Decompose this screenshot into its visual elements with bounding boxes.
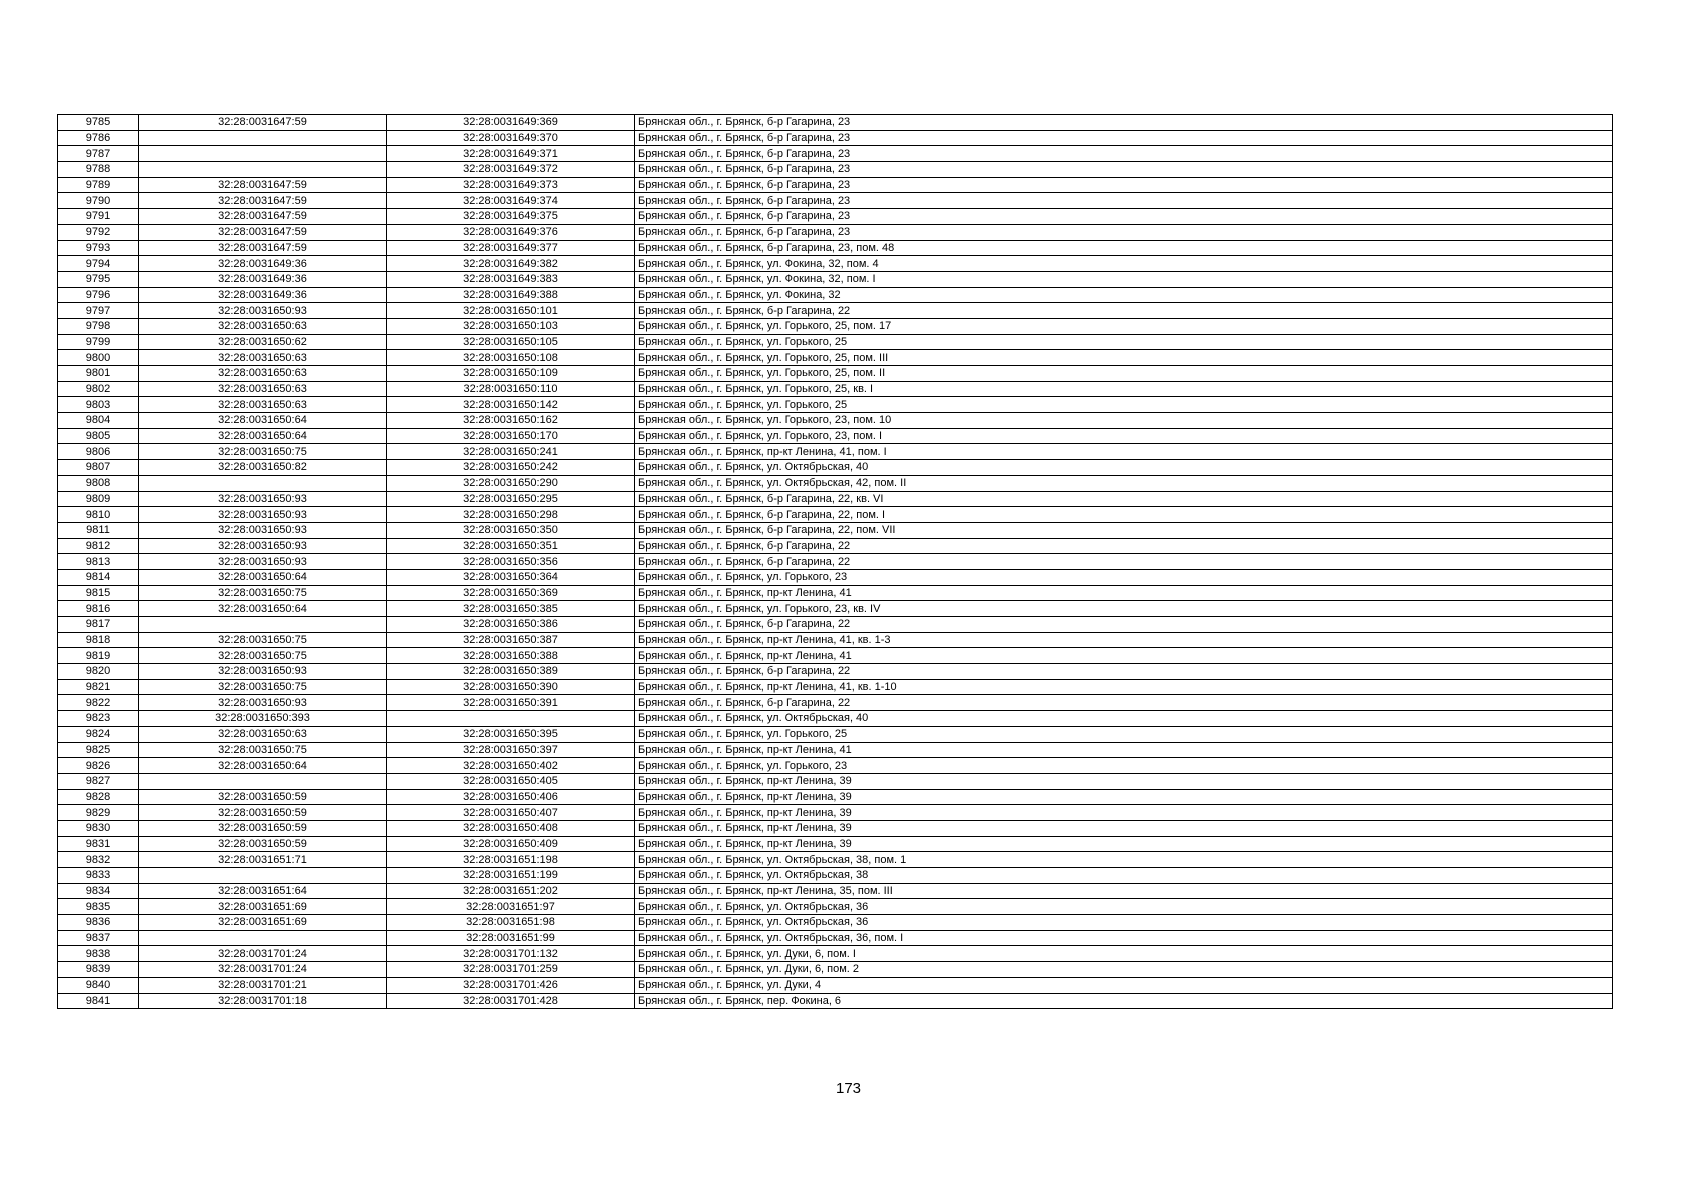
cadastral-number-cell: 32:28:0031649:382 [387, 256, 635, 272]
parent-cadastral-number-cell: 32:28:0031650:93 [139, 507, 387, 523]
table-row [58, 899, 1613, 915]
row-number-cell: 9839 [58, 962, 139, 978]
row-number-cell: 9794 [58, 256, 139, 272]
table-row [58, 303, 1613, 319]
address-cell: Брянская обл., г. Брянск, пр-кт Ленина, 41, кв. 1-3 [635, 632, 1613, 648]
row-number-cell: 9798 [58, 318, 139, 334]
table-row [58, 397, 1613, 413]
address-cell: Брянская обл., г. Брянск, б-р Гагарина, 23 [635, 115, 1613, 131]
parent-cadastral-number-cell: 32:28:0031650:393 [139, 711, 387, 727]
row-number-cell: 9819 [58, 648, 139, 664]
cadastral-number-cell: 32:28:0031701:426 [387, 977, 635, 993]
parent-cadastral-number-cell [139, 930, 387, 946]
cadastral-number-cell: 32:28:0031650:105 [387, 334, 635, 350]
cadastral-number-cell: 32:28:0031650:408 [387, 820, 635, 836]
row-number-cell: 9810 [58, 507, 139, 523]
table-row [58, 554, 1613, 570]
parent-cadastral-number-cell: 32:28:0031650:75 [139, 632, 387, 648]
cadastral-number-cell: 32:28:0031650:407 [387, 805, 635, 821]
table-row [58, 146, 1613, 162]
address-cell: Брянская обл., г. Брянск, ул. Горького, 25, пом. II [635, 366, 1613, 382]
cadastral-number-cell: 32:28:0031650:241 [387, 444, 635, 460]
parent-cadastral-number-cell: 32:28:0031650:75 [139, 742, 387, 758]
parent-cadastral-number-cell: 32:28:0031650:75 [139, 679, 387, 695]
cadastral-number-cell: 32:28:0031651:97 [387, 899, 635, 915]
row-number-cell: 9832 [58, 852, 139, 868]
table-row [58, 664, 1613, 680]
table-row [58, 475, 1613, 491]
table-row [58, 789, 1613, 805]
parent-cadastral-number-cell: 32:28:0031650:59 [139, 805, 387, 821]
address-cell: Брянская обл., г. Брянск, ул. Дуки, 6, пом. 2 [635, 962, 1613, 978]
row-number-cell: 9822 [58, 695, 139, 711]
table-row [58, 930, 1613, 946]
row-number-cell: 9800 [58, 350, 139, 366]
cadastral-number-cell: 32:28:0031651:199 [387, 868, 635, 884]
row-number-cell: 9841 [58, 993, 139, 1009]
row-number-cell: 9826 [58, 758, 139, 774]
parent-cadastral-number-cell [139, 162, 387, 178]
address-cell: Брянская обл., г. Брянск, б-р Гагарина, 23 [635, 177, 1613, 193]
row-number-cell: 9805 [58, 428, 139, 444]
address-cell: Брянская обл., г. Брянск, пр-кт Ленина, 41 [635, 742, 1613, 758]
parent-cadastral-number-cell: 32:28:0031650:93 [139, 664, 387, 680]
row-number-cell: 9793 [58, 240, 139, 256]
address-cell: Брянская обл., г. Брянск, ул. Октябрьская, 38 [635, 868, 1613, 884]
cadastral-number-cell: 32:28:0031650:388 [387, 648, 635, 664]
parent-cadastral-number-cell: 32:28:0031650:63 [139, 381, 387, 397]
address-cell: Брянская обл., г. Брянск, ул. Горького, 23, пом. 10 [635, 413, 1613, 429]
cadastral-number-cell: 32:28:0031650:387 [387, 632, 635, 648]
row-number-cell: 9828 [58, 789, 139, 805]
cadastral-number-cell: 32:28:0031650:350 [387, 522, 635, 538]
parent-cadastral-number-cell: 32:28:0031650:62 [139, 334, 387, 350]
parent-cadastral-number-cell [139, 617, 387, 633]
address-cell: Брянская обл., г. Брянск, б-р Гагарина, 22 [635, 538, 1613, 554]
table-row [58, 460, 1613, 476]
address-cell: Брянская обл., г. Брянск, б-р Гагарина, 23 [635, 224, 1613, 240]
row-number-cell: 9799 [58, 334, 139, 350]
row-number-cell: 9816 [58, 601, 139, 617]
address-cell: Брянская обл., г. Брянск, б-р Гагарина, 22 [635, 303, 1613, 319]
cadastral-number-cell: 32:28:0031650:406 [387, 789, 635, 805]
table-row [58, 287, 1613, 303]
parent-cadastral-number-cell: 32:28:0031649:36 [139, 287, 387, 303]
cadastral-number-cell: 32:28:0031650:242 [387, 460, 635, 476]
address-cell: Брянская обл., г. Брянск, пр-кт Ленина, 39 [635, 805, 1613, 821]
parent-cadastral-number-cell: 32:28:0031701:21 [139, 977, 387, 993]
cadastral-number-cell: 32:28:0031651:202 [387, 883, 635, 899]
address-cell: Брянская обл., г. Брянск, ул. Горького, 25, кв. I [635, 381, 1613, 397]
table-row [58, 209, 1613, 225]
address-cell: Брянская обл., г. Брянск, пер. Фокина, 6 [635, 993, 1613, 1009]
row-number-cell: 9789 [58, 177, 139, 193]
row-number-cell: 9804 [58, 413, 139, 429]
address-cell: Брянская обл., г. Брянск, пр-кт Ленина, 41, кв. 1-10 [635, 679, 1613, 695]
row-number-cell: 9815 [58, 585, 139, 601]
cadastral-number-cell: 32:28:0031650:351 [387, 538, 635, 554]
address-cell: Брянская обл., г. Брянск, ул. Горького, 25 [635, 726, 1613, 742]
cadastral-number-cell: 32:28:0031649:370 [387, 130, 635, 146]
row-number-cell: 9809 [58, 491, 139, 507]
parent-cadastral-number-cell: 32:28:0031647:59 [139, 115, 387, 131]
table-row [58, 569, 1613, 585]
row-number-cell: 9814 [58, 569, 139, 585]
address-cell: Брянская обл., г. Брянск, б-р Гагарина, 23 [635, 146, 1613, 162]
address-cell: Брянская обл., г. Брянск, ул. Горького, 25, пом. 17 [635, 318, 1613, 334]
address-cell: Брянская обл., г. Брянск, ул. Дуки, 4 [635, 977, 1613, 993]
parent-cadastral-number-cell: 32:28:0031647:59 [139, 224, 387, 240]
cadastral-number-cell: 32:28:0031651:99 [387, 930, 635, 946]
row-number-cell: 9813 [58, 554, 139, 570]
address-cell: Брянская обл., г. Брянск, б-р Гагарина, 22, пом. VII [635, 522, 1613, 538]
address-cell: Брянская обл., г. Брянск, ул. Фокина, 32 [635, 287, 1613, 303]
table-row [58, 648, 1613, 664]
row-number-cell: 9835 [58, 899, 139, 915]
address-cell: Брянская обл., г. Брянск, пр-кт Ленина, 35, пом. III [635, 883, 1613, 899]
address-cell: Брянская обл., г. Брянск, пр-кт Ленина, 41 [635, 585, 1613, 601]
cadastral-number-cell: 32:28:0031649:371 [387, 146, 635, 162]
address-cell: Брянская обл., г. Брянск, б-р Гагарина, 23 [635, 209, 1613, 225]
table-row [58, 130, 1613, 146]
parent-cadastral-number-cell: 32:28:0031650:64 [139, 601, 387, 617]
parent-cadastral-number-cell: 32:28:0031650:59 [139, 789, 387, 805]
parent-cadastral-number-cell: 32:28:0031651:64 [139, 883, 387, 899]
table-row [58, 115, 1613, 131]
address-cell: Брянская обл., г. Брянск, ул. Октябрьская, 40 [635, 460, 1613, 476]
row-number-cell: 9792 [58, 224, 139, 240]
address-cell: Брянская обл., г. Брянск, ул. Фокина, 32, пом. I [635, 271, 1613, 287]
address-cell: Брянская обл., г. Брянск, ул. Дуки, 6, пом. I [635, 946, 1613, 962]
address-cell: Брянская обл., г. Брянск, ул. Горького, 23, пом. I [635, 428, 1613, 444]
row-number-cell: 9796 [58, 287, 139, 303]
address-cell: Брянская обл., г. Брянск, ул. Октябрьская, 42, пом. II [635, 475, 1613, 491]
parent-cadastral-number-cell: 32:28:0031650:75 [139, 585, 387, 601]
cadastral-number-cell: 32:28:0031649:375 [387, 209, 635, 225]
cadastral-number-cell: 32:28:0031650:364 [387, 569, 635, 585]
row-number-cell: 9791 [58, 209, 139, 225]
row-number-cell: 9817 [58, 617, 139, 633]
table-row [58, 193, 1613, 209]
table-row [58, 162, 1613, 178]
registry-table-body [58, 115, 1613, 1009]
address-cell: Брянская обл., г. Брянск, б-р Гагарина, 22, кв. VI [635, 491, 1613, 507]
table-row [58, 334, 1613, 350]
cadastral-number-cell: 32:28:0031649:373 [387, 177, 635, 193]
cadastral-number-cell [387, 711, 635, 727]
table-row [58, 805, 1613, 821]
address-cell: Брянская обл., г. Брянск, б-р Гагарина, 22 [635, 664, 1613, 680]
row-number-cell: 9797 [58, 303, 139, 319]
address-cell: Брянская обл., г. Брянск, б-р Гагарина, 23 [635, 193, 1613, 209]
table-row [58, 538, 1613, 554]
row-number-cell: 9807 [58, 460, 139, 476]
cadastral-number-cell: 32:28:0031650:298 [387, 507, 635, 523]
table-row [58, 507, 1613, 523]
parent-cadastral-number-cell: 32:28:0031650:63 [139, 397, 387, 413]
row-number-cell: 9836 [58, 915, 139, 931]
table-row [58, 742, 1613, 758]
row-number-cell: 9795 [58, 271, 139, 287]
address-cell: Брянская обл., г. Брянск, пр-кт Ленина, 41, пом. I [635, 444, 1613, 460]
address-cell: Брянская обл., г. Брянск, ул. Октябрьская, 36 [635, 899, 1613, 915]
cadastral-number-cell: 32:28:0031649:369 [387, 115, 635, 131]
cadastral-number-cell: 32:28:0031650:390 [387, 679, 635, 695]
cadastral-number-cell: 32:28:0031649:372 [387, 162, 635, 178]
table-row [58, 366, 1613, 382]
address-cell: Брянская обл., г. Брянск, б-р Гагарина, 23 [635, 130, 1613, 146]
row-number-cell: 9824 [58, 726, 139, 742]
address-cell: Брянская обл., г. Брянск, ул. Горького, 23 [635, 569, 1613, 585]
parent-cadastral-number-cell: 32:28:0031650:93 [139, 303, 387, 319]
row-number-cell: 9790 [58, 193, 139, 209]
address-cell: Брянская обл., г. Брянск, ул. Октябрьская, 36 [635, 915, 1613, 931]
address-cell: Брянская обл., г. Брянск, б-р Гагарина, 22 [635, 695, 1613, 711]
parent-cadastral-number-cell: 32:28:0031650:63 [139, 350, 387, 366]
cadastral-number-cell: 32:28:0031650:395 [387, 726, 635, 742]
table-row [58, 256, 1613, 272]
table-row [58, 758, 1613, 774]
table-row [58, 711, 1613, 727]
address-cell: Брянская обл., г. Брянск, б-р Гагарина, 23, пом. 48 [635, 240, 1613, 256]
parent-cadastral-number-cell: 32:28:0031650:63 [139, 366, 387, 382]
row-number-cell: 9818 [58, 632, 139, 648]
address-cell: Брянская обл., г. Брянск, ул. Горького, 25 [635, 397, 1613, 413]
parent-cadastral-number-cell: 32:28:0031650:93 [139, 522, 387, 538]
address-cell: Брянская обл., г. Брянск, пр-кт Ленина, 39 [635, 789, 1613, 805]
cadastral-number-cell: 32:28:0031650:409 [387, 836, 635, 852]
row-number-cell: 9827 [58, 773, 139, 789]
row-number-cell: 9833 [58, 868, 139, 884]
row-number-cell: 9821 [58, 679, 139, 695]
table-row [58, 977, 1613, 993]
cadastral-number-cell: 32:28:0031650:162 [387, 413, 635, 429]
cadastral-number-cell: 32:28:0031650:402 [387, 758, 635, 774]
table-row [58, 820, 1613, 836]
table-row [58, 632, 1613, 648]
cadastral-number-cell: 32:28:0031650:290 [387, 475, 635, 491]
parent-cadastral-number-cell: 32:28:0031650:64 [139, 569, 387, 585]
table-row [58, 946, 1613, 962]
cadastral-number-cell: 32:28:0031701:428 [387, 993, 635, 1009]
cadastral-number-cell: 32:28:0031650:110 [387, 381, 635, 397]
table-row [58, 271, 1613, 287]
address-cell: Брянская обл., г. Брянск, б-р Гагарина, 22, пом. I [635, 507, 1613, 523]
row-number-cell: 9820 [58, 664, 139, 680]
parent-cadastral-number-cell: 32:28:0031650:63 [139, 726, 387, 742]
cadastral-number-cell: 32:28:0031649:383 [387, 271, 635, 287]
row-number-cell: 9830 [58, 820, 139, 836]
table-row [58, 240, 1613, 256]
table-row [58, 381, 1613, 397]
cadastral-number-cell: 32:28:0031650:170 [387, 428, 635, 444]
table-row [58, 444, 1613, 460]
address-cell: Брянская обл., г. Брянск, б-р Гагарина, 22 [635, 617, 1613, 633]
table-row [58, 883, 1613, 899]
address-cell: Брянская обл., г. Брянск, пр-кт Ленина, 39 [635, 820, 1613, 836]
row-number-cell: 9806 [58, 444, 139, 460]
row-number-cell: 9802 [58, 381, 139, 397]
cadastral-number-cell: 32:28:0031649:388 [387, 287, 635, 303]
registry-table [57, 114, 1613, 1009]
cadastral-number-cell: 32:28:0031649:376 [387, 224, 635, 240]
cadastral-number-cell: 32:28:0031650:405 [387, 773, 635, 789]
table-row [58, 318, 1613, 334]
cadastral-number-cell: 32:28:0031649:377 [387, 240, 635, 256]
parent-cadastral-number-cell: 32:28:0031650:59 [139, 836, 387, 852]
table-row [58, 177, 1613, 193]
table-row [58, 868, 1613, 884]
address-cell: Брянская обл., г. Брянск, ул. Октябрьская, 36, пом. I [635, 930, 1613, 946]
address-cell: Брянская обл., г. Брянск, ул. Фокина, 32, пом. 4 [635, 256, 1613, 272]
cadastral-number-cell: 32:28:0031650:391 [387, 695, 635, 711]
table-row [58, 491, 1613, 507]
cadastral-number-cell: 32:28:0031650:109 [387, 366, 635, 382]
address-cell: Брянская обл., г. Брянск, ул. Октябрьская, 38, пом. 1 [635, 852, 1613, 868]
address-cell: Брянская обл., г. Брянск, ул. Горького, 23, кв. IV [635, 601, 1613, 617]
cadastral-number-cell: 32:28:0031651:198 [387, 852, 635, 868]
row-number-cell: 9787 [58, 146, 139, 162]
table-row [58, 915, 1613, 931]
parent-cadastral-number-cell: 32:28:0031651:71 [139, 852, 387, 868]
table-row [58, 726, 1613, 742]
parent-cadastral-number-cell: 32:28:0031647:59 [139, 177, 387, 193]
parent-cadastral-number-cell [139, 868, 387, 884]
parent-cadastral-number-cell: 32:28:0031650:75 [139, 648, 387, 664]
table-row [58, 428, 1613, 444]
row-number-cell: 9812 [58, 538, 139, 554]
parent-cadastral-number-cell: 32:28:0031649:36 [139, 271, 387, 287]
parent-cadastral-number-cell: 32:28:0031650:75 [139, 444, 387, 460]
address-cell: Брянская обл., г. Брянск, б-р Гагарина, 22 [635, 554, 1613, 570]
cadastral-number-cell: 32:28:0031650:356 [387, 554, 635, 570]
row-number-cell: 9808 [58, 475, 139, 491]
parent-cadastral-number-cell: 32:28:0031650:82 [139, 460, 387, 476]
cadastral-number-cell: 32:28:0031650:385 [387, 601, 635, 617]
cadastral-number-cell: 32:28:0031650:397 [387, 742, 635, 758]
address-cell: Брянская обл., г. Брянск, ул. Горького, 25, пом. III [635, 350, 1613, 366]
parent-cadastral-number-cell: 32:28:0031650:64 [139, 428, 387, 444]
parent-cadastral-number-cell: 32:28:0031650:93 [139, 554, 387, 570]
address-cell: Брянская обл., г. Брянск, пр-кт Ленина, 39 [635, 773, 1613, 789]
address-cell: Брянская обл., г. Брянск, ул. Горького, 23 [635, 758, 1613, 774]
table-row [58, 993, 1613, 1009]
cadastral-number-cell: 32:28:0031650:386 [387, 617, 635, 633]
parent-cadastral-number-cell: 32:28:0031647:59 [139, 193, 387, 209]
parent-cadastral-number-cell [139, 130, 387, 146]
row-number-cell: 9811 [58, 522, 139, 538]
row-number-cell: 9823 [58, 711, 139, 727]
parent-cadastral-number-cell: 32:28:0031650:64 [139, 413, 387, 429]
parent-cadastral-number-cell: 32:28:0031650:59 [139, 820, 387, 836]
row-number-cell: 9838 [58, 946, 139, 962]
row-number-cell: 9825 [58, 742, 139, 758]
address-cell: Брянская обл., г. Брянск, пр-кт Ленина, 41 [635, 648, 1613, 664]
parent-cadastral-number-cell [139, 475, 387, 491]
cadastral-number-cell: 32:28:0031651:98 [387, 915, 635, 931]
parent-cadastral-number-cell: 32:28:0031651:69 [139, 899, 387, 915]
table-row [58, 695, 1613, 711]
parent-cadastral-number-cell: 32:28:0031701:24 [139, 946, 387, 962]
parent-cadastral-number-cell [139, 773, 387, 789]
cadastral-number-cell: 32:28:0031650:142 [387, 397, 635, 413]
parent-cadastral-number-cell: 32:28:0031650:93 [139, 538, 387, 554]
parent-cadastral-number-cell: 32:28:0031647:59 [139, 240, 387, 256]
parent-cadastral-number-cell: 32:28:0031701:24 [139, 962, 387, 978]
cadastral-number-cell: 32:28:0031701:132 [387, 946, 635, 962]
table-row [58, 585, 1613, 601]
parent-cadastral-number-cell: 32:28:0031650:93 [139, 491, 387, 507]
address-cell: Брянская обл., г. Брянск, ул. Горького, 25 [635, 334, 1613, 350]
table-row [58, 224, 1613, 240]
table-row [58, 679, 1613, 695]
table-row [58, 601, 1613, 617]
table-row [58, 413, 1613, 429]
cadastral-number-cell: 32:28:0031649:374 [387, 193, 635, 209]
page-number: 173 [835, 1080, 862, 1097]
parent-cadastral-number-cell: 32:28:0031649:36 [139, 256, 387, 272]
cadastral-number-cell: 32:28:0031650:389 [387, 664, 635, 680]
cadastral-number-cell: 32:28:0031701:259 [387, 962, 635, 978]
table-row [58, 836, 1613, 852]
row-number-cell: 9831 [58, 836, 139, 852]
parent-cadastral-number-cell: 32:28:0031647:59 [139, 209, 387, 225]
table-row [58, 522, 1613, 538]
row-number-cell: 9829 [58, 805, 139, 821]
parent-cadastral-number-cell: 32:28:0031651:69 [139, 915, 387, 931]
cadastral-number-cell: 32:28:0031650:108 [387, 350, 635, 366]
row-number-cell: 9785 [58, 115, 139, 131]
parent-cadastral-number-cell: 32:28:0031650:63 [139, 318, 387, 334]
cadastral-number-cell: 32:28:0031650:103 [387, 318, 635, 334]
parent-cadastral-number-cell [139, 146, 387, 162]
row-number-cell: 9834 [58, 883, 139, 899]
row-number-cell: 9837 [58, 930, 139, 946]
parent-cadastral-number-cell: 32:28:0031650:64 [139, 758, 387, 774]
table-row [58, 773, 1613, 789]
row-number-cell: 9840 [58, 977, 139, 993]
cadastral-number-cell: 32:28:0031650:369 [387, 585, 635, 601]
parent-cadastral-number-cell: 32:28:0031650:93 [139, 695, 387, 711]
cadastral-number-cell: 32:28:0031650:101 [387, 303, 635, 319]
address-cell: Брянская обл., г. Брянск, ул. Октябрьская, 40 [635, 711, 1613, 727]
parent-cadastral-number-cell: 32:28:0031701:18 [139, 993, 387, 1009]
row-number-cell: 9786 [58, 130, 139, 146]
table-row [58, 852, 1613, 868]
table-row [58, 350, 1613, 366]
table-row [58, 962, 1613, 978]
row-number-cell: 9788 [58, 162, 139, 178]
table-row [58, 617, 1613, 633]
row-number-cell: 9801 [58, 366, 139, 382]
address-cell: Брянская обл., г. Брянск, б-р Гагарина, 23 [635, 162, 1613, 178]
row-number-cell: 9803 [58, 397, 139, 413]
cadastral-number-cell: 32:28:0031650:295 [387, 491, 635, 507]
address-cell: Брянская обл., г. Брянск, пр-кт Ленина, 39 [635, 836, 1613, 852]
